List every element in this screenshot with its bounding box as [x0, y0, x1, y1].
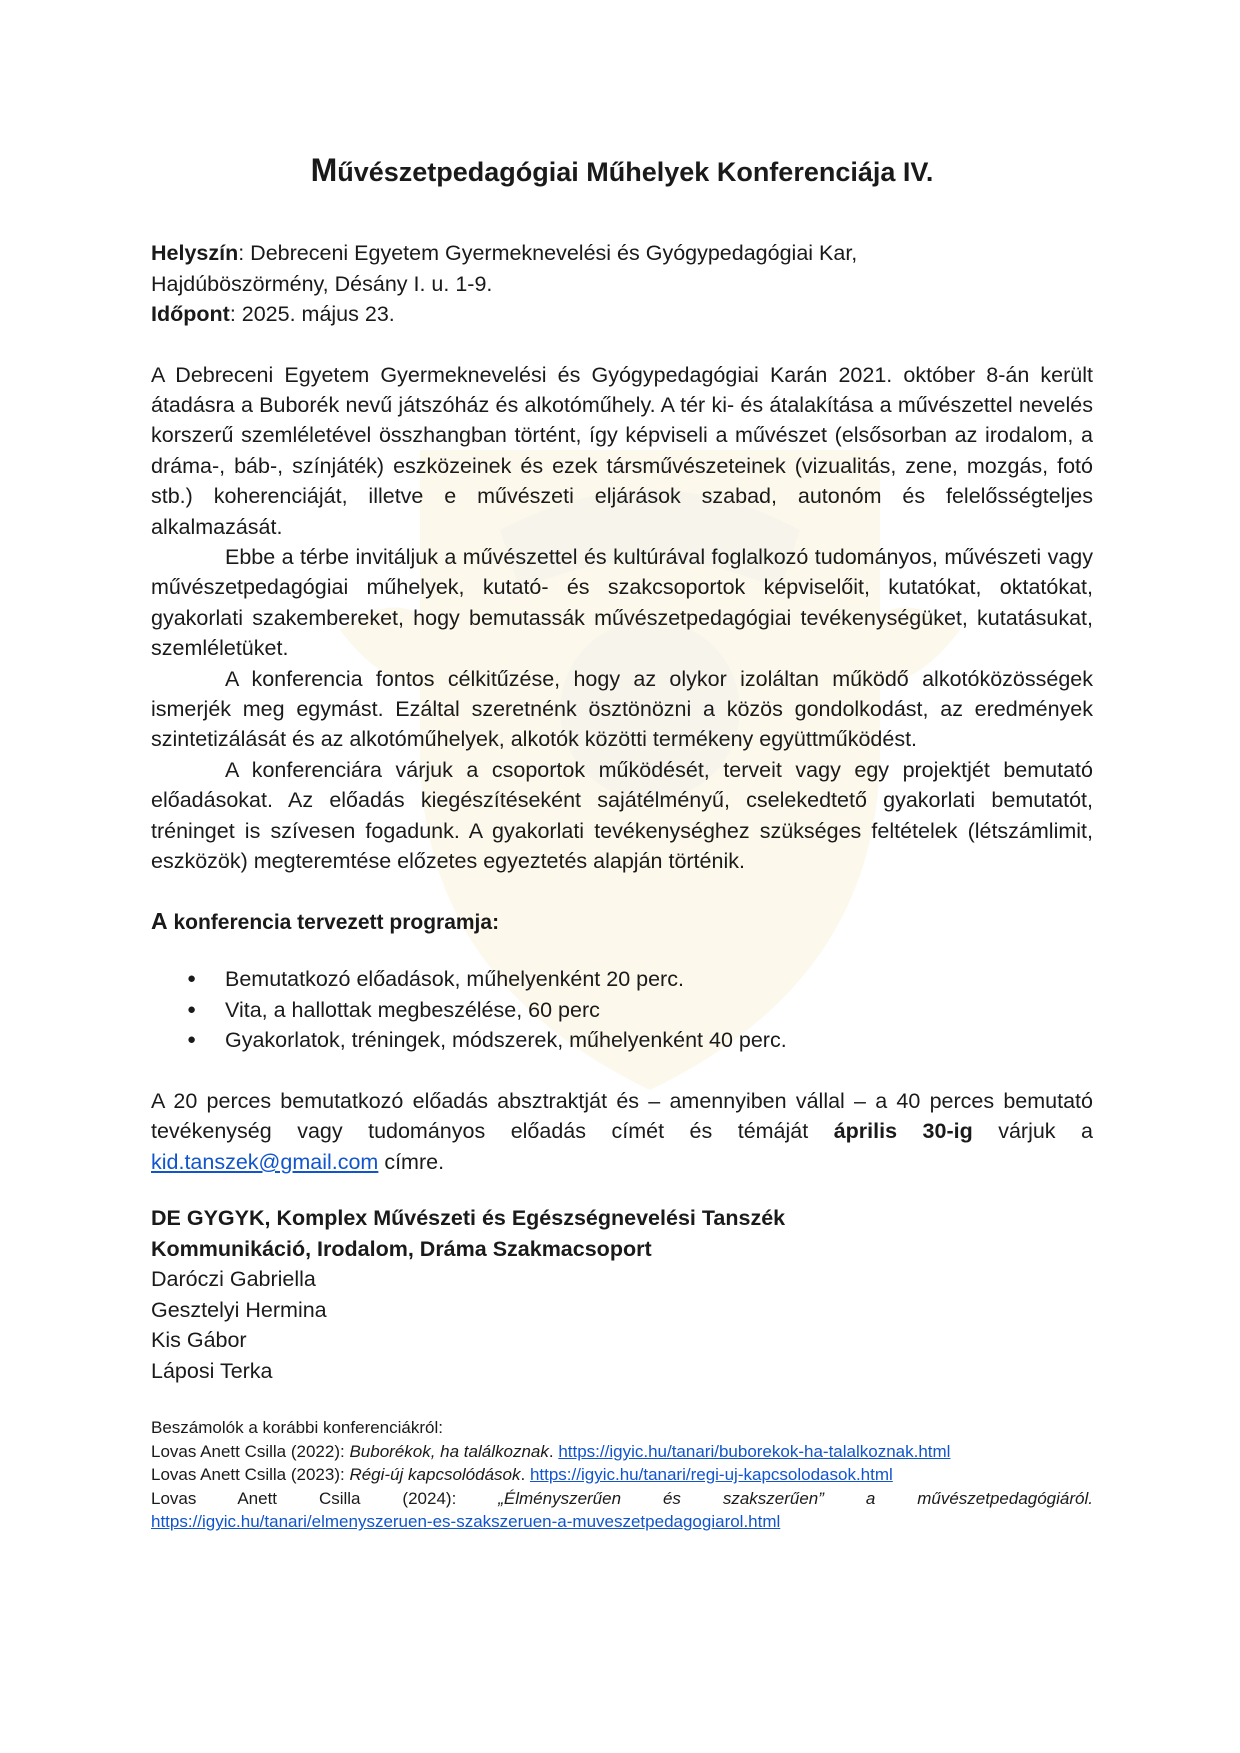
reference-item: Lovas Anett Csilla (2024): „Élményszerűen és szakszerűen” a művészetpedagógiáról. [151, 1488, 1093, 1508]
references-heading: Beszámolók a korábbi konferenciákról: [151, 1418, 443, 1438]
date-line: Időpont: 2025. május 23. [151, 302, 395, 326]
reference-link[interactable]: https://igyic.hu/tanari/elmenyszeruen-es-szakszeruen-a-muveszetpedagogiarol.html [151, 1512, 781, 1532]
event-meta [151, 238, 1093, 330]
paragraph-1: A Debreceni Egyetem Gyermeknevelési és Gyógypedagógiai Karán 2021. október 8-án került átadásra a Buborék nevű játszóház és alkotóműhely. A tér ki- és átalakítása a művészettel nevelés korszerű szemléletével összhangban történt, így képviseli a művészet (elsősorban az irodalom, a dráma-, báb-, színjáték) eszközeinek és ezek társművészeteinek (vizualitás, zene, mozgás, fotó stb.) koherenciáját, illetve e művészeti eljárások szabad, autonóm és felelősségteljes alkalmazását. [151, 362, 1093, 539]
paragraph-2: Ebbe a térbe invitáljuk a művészettel és kultúrával foglalkozó tudományos, művészeti vagy művészetpedagógiai műhelyek, kutató- és szakcsoportok képviselőit, kutatókat, oktatókat, gyakorlati szakembereket, hogy bemutassák művészetpedagógiai tevékenységüket, kutatásukat, szemléletüket. [151, 544, 1093, 661]
organizer-name: Daróczi Gabriella [151, 1267, 316, 1292]
group-name: Kommunikáció, Irodalom, Dráma Szakmacsoport [151, 1236, 652, 1261]
paragraph-3: A konferencia fontos célkitűzése, hogy az olykor izoláltan működő alkotóközösségek ismerjék meg egymást. Ezáltal szeretnénk ösztönözni a közös gondolkodást, az eredmények szintetizálását és az alkotóműhelyek, alkotók közötti termékeny együttműködést. [151, 666, 1093, 752]
date-label: Időpont [151, 302, 230, 326]
reference-item: Lovas Anett Csilla (2023): Régi-új kapcsolódások. https://igyic.hu/tanari/regi-uj-kapcsolodasok.html [151, 1465, 893, 1485]
location-line-1: Helyszín: Debreceni Egyetem Gyermeknevelési és Gyógypedagógiai Kar, [151, 241, 858, 265]
paragraph-4: A konferenciára várjuk a csoportok működését, terveit vagy egy projektjét bemutató előadásokat. Az előadás kiegészítéseként sajátélményű, cselekedtető gyakorlati bemutatót, tréninget is szívesen fogadunk. A gyakorlati tevékenységhez szükséges feltételek (létszámlimit, eszközök) megteremtése előzetes egyeztetés alapján történik. [151, 757, 1093, 873]
organizer-name: Kis Gábor [151, 1328, 247, 1353]
location-line-2: Hajdúböszörmény, Désány I. u. 1-9. [151, 271, 493, 296]
program-item: ● Bemutatkozó előadások, műhelyenként 20 perc. [225, 964, 1093, 995]
deadline: április 30-ig [833, 1119, 973, 1144]
location-label: Helyszín [151, 241, 239, 265]
program-item: ● Gyakorlatok, tréningek, módszerek, műhelyenként 40 perc. [225, 1025, 1093, 1056]
email-link[interactable]: kid.tanszek@gmail.com [151, 1149, 379, 1174]
reference-link[interactable]: https://igyic.hu/tanari/regi-uj-kapcsolodasok.html [529, 1465, 893, 1485]
reference-item [151, 1510, 1093, 1534]
reference-item: Lovas Anett Csilla (2022): Buborékok, ha találkoznak. https://igyic.hu/tanari/buborekok-ha-talalkoznak.html [151, 1441, 951, 1461]
submission-info: A 20 perces bemutatkozó előadás absztraktját és – amennyiben vállal – a 40 perces bemutató tevékenység vagy tudományos előadás címét és témáját április 30-ig várjuk a kid.tanszek@gmail.com címre. [151, 1088, 1093, 1174]
program-list [151, 964, 1093, 1056]
organizers [151, 1203, 1093, 1386]
document-page [151, 140, 1093, 1534]
organizer-name: Láposi Terka [151, 1358, 273, 1383]
references [151, 1416, 1093, 1534]
document-title: Művészetpedagógiai Műhelyek Konferenciája IV. [310, 152, 934, 188]
department-name: DE GYGYK, Komplex Művészeti és Egészségnevelési Tanszék [151, 1206, 786, 1231]
intro-text [151, 360, 1093, 877]
program-item: ● Vita, a hallottak megbeszélése, 60 perc [225, 995, 1093, 1026]
program-heading: A konferencia tervezett programja: [151, 908, 500, 935]
organizer-name: Gesztelyi Hermina [151, 1297, 327, 1322]
reference-link[interactable]: https://igyic.hu/tanari/buborekok-ha-talalkoznak.html [558, 1441, 951, 1461]
